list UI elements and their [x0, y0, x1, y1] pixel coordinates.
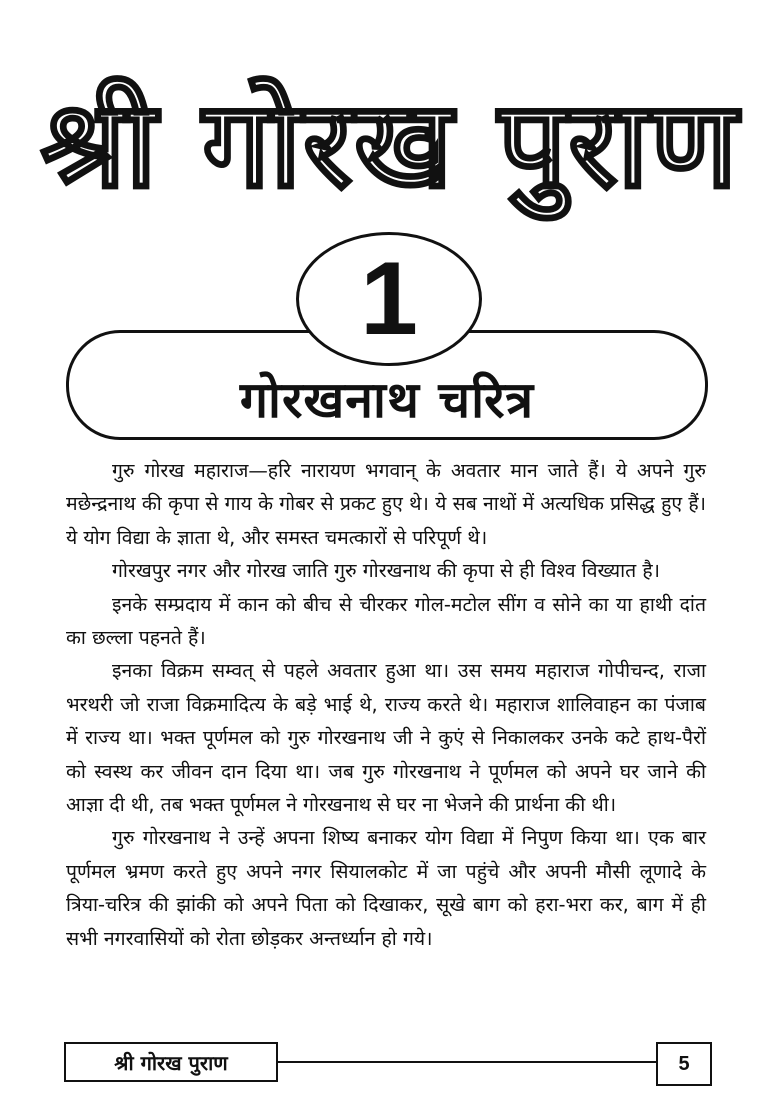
footer-divider — [278, 1061, 656, 1063]
body-text — [66, 454, 706, 955]
paragraph: गुरु गोरखनाथ ने उन्हें अपना शिष्य बनाकर योग विद्या में निपुण किया था। एक बार पूर्णमल भ्रमण करते हुए अपने नगर सियालकोट में जा पहुंचे और अपनी मौसी लूणादे के त्रिया-चरित्र की झांकी को अपने पिता को दिखाकर, सूखे बाग को हरा-भरा कर, बाग में ही सभी नगरवासियों को रोता छोड़कर अन्तर्ध्यान हो गये। — [66, 826, 706, 950]
chapter-number: 1 — [296, 232, 482, 366]
page-footer — [64, 1042, 712, 1086]
book-title: श्री गोरख पुराण — [40, 75, 740, 215]
paragraph: गोरखपुर नगर और गोरख जाति गुरु गोरखनाथ की कृपा से ही विश्व विख्यात है। — [112, 559, 661, 583]
paragraph: इनका विक्रम सम्वत् से पहले अवतार हुआ था। उस समय महाराज गोपीचन्द, राजा भरथरी जो राजा विक्रमादित्य के बड़े भाई थे, राज्य करते थे। महाराज शालिवाहन का पंजाब में राज्य था। भक्त पूर्णमल को गुरु गोरखनाथ जी ने कुएं से निकालकर उनके कटे हाथ-पैरों को स्वस्थ कर जीवन दान दिया था। जब गुरु गोरखनाथ ने पूर्णमल को अपने घर जाने की आज्ञा दी थी, तब भक्त पूर्णमल ने गोरखनाथ से घर ना भेजने की प्रार्थना की थी। — [66, 659, 707, 817]
paragraph: इनके सम्प्रदाय में कान को बीच से चीरकर गोल-मटोल सींग व सोने का या हाथी दांत का छल्ला पहनते हैं। — [66, 592, 706, 650]
chapter-title: गोरखनाथ चरित्र — [239, 371, 535, 429]
footer-book-title: श्री गोरख पुराण — [64, 1042, 278, 1082]
page-number: 5 — [656, 1042, 712, 1086]
paragraph: गुरु गोरख महाराज—हरि नारायण भगवान् के अवतार मान जाते हैं। ये अपने गुरु मछेन्द्रनाथ की कृपा से गाय के गोबर से प्रकट हुए थे। ये सब नाथों में अत्यधिक प्रसिद्ध हुए हैं। ये योग विद्या के ज्ञाता थे, और समस्त चमत्कारों से परिपूर्ण थे। — [66, 459, 706, 549]
